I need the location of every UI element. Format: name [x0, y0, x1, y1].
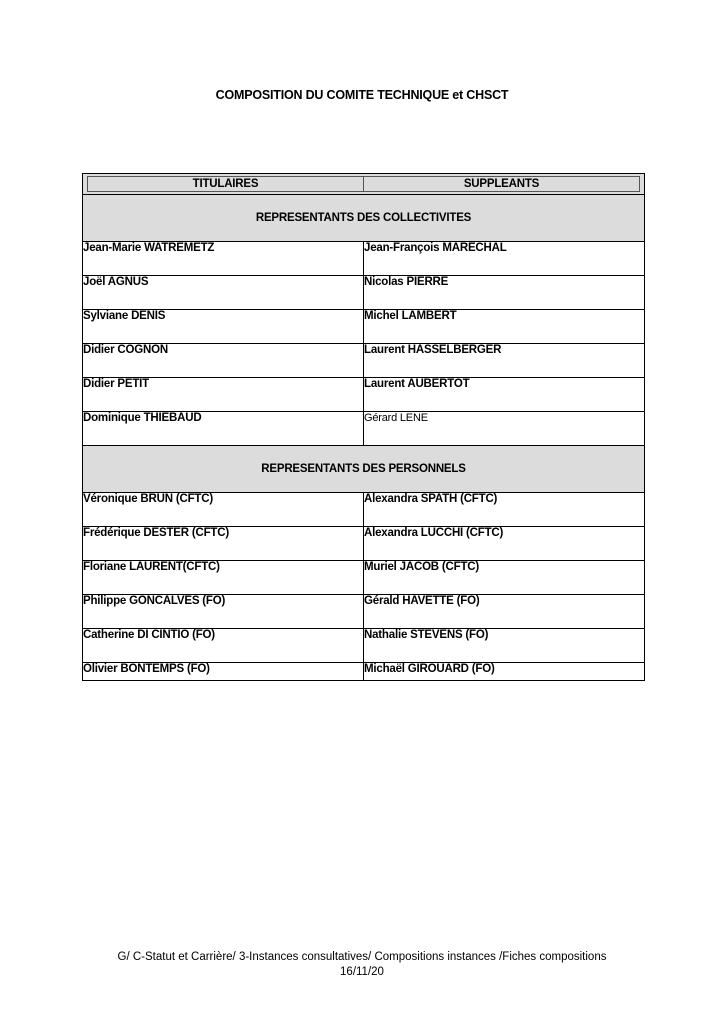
section-row-collectivites	[83, 195, 645, 242]
section-row-personnels	[83, 446, 645, 493]
table-row	[83, 412, 645, 446]
header-titulaires: TITULAIRES	[88, 177, 364, 191]
suppleant-cell: Nathalie STEVENS (FO)	[364, 629, 645, 663]
section-label-collectivites: REPRESENTANTS DES COLLECTIVITES	[83, 195, 645, 242]
table-row	[83, 493, 645, 527]
suppleant-cell: Laurent AUBERTOT	[364, 378, 645, 412]
suppleant-cell: Laurent HASSELBERGER	[364, 344, 645, 378]
table-row	[83, 378, 645, 412]
suppleant-cell: Jean-François MARECHAL	[364, 242, 645, 276]
titulaire-cell: Frédérique DESTER (CFTC)	[83, 527, 364, 561]
titulaire-cell: Didier PETIT	[83, 378, 364, 412]
titulaire-cell: Floriane LAURENT(CFTC)	[83, 561, 364, 595]
suppleant-cell: Michaël GIROUARD (FO)	[364, 663, 645, 681]
page-title: COMPOSITION DU COMITE TECHNIQUE et CHSCT	[215, 88, 509, 102]
table-row	[83, 629, 645, 663]
titulaire-cell: Jean-Marie WATREMETZ	[83, 242, 364, 276]
table-header-row	[83, 174, 645, 195]
suppleant-cell: Nicolas PIERRE	[364, 276, 645, 310]
composition-table	[82, 173, 645, 681]
titulaire-cell: Didier COGNON	[83, 344, 364, 378]
table-header-cell	[83, 174, 645, 195]
titulaire-cell: Véronique BRUN (CFTC)	[83, 493, 364, 527]
header-suppleants: SUPPLEANTS	[463, 178, 540, 190]
table-row	[83, 663, 645, 681]
table-row	[83, 276, 645, 310]
titulaire-cell: Dominique THIEBAUD	[83, 412, 364, 446]
suppleant-cell: Gérald HAVETTE (FO)	[364, 595, 645, 629]
footer-date: 16/11/20	[340, 966, 384, 978]
suppleant-cell: Alexandra LUCCHI (CFTC)	[364, 527, 645, 561]
table-row	[83, 527, 645, 561]
titulaire-cell: Philippe GONCALVES (FO)	[83, 595, 364, 629]
table-row	[83, 310, 645, 344]
titulaire-cell: Joël AGNUS	[83, 276, 364, 310]
section-label-personnels: REPRESENTANTS DES PERSONNELS	[83, 446, 645, 493]
footer-path: G/ C-Statut et Carrière/ 3-Instances consultatives/ Compositions instances /Fiches compositions	[117, 951, 607, 963]
suppleant-cell: Gérard LENE	[364, 412, 645, 446]
table-row	[83, 595, 645, 629]
footer	[0, 950, 724, 980]
suppleant-cell: Michel LAMBERT	[364, 310, 645, 344]
suppleant-cell: Alexandra SPATH (CFTC)	[364, 493, 645, 527]
titulaire-cell: Catherine DI CINTIO (FO)	[83, 629, 364, 663]
table-row	[83, 344, 645, 378]
table-row	[83, 242, 645, 276]
suppleant-cell: Muriel JACOB (CFTC)	[364, 561, 645, 595]
titulaire-cell: Olivier BONTEMPS (FO)	[83, 663, 364, 681]
table-row	[83, 561, 645, 595]
titulaire-cell: Sylviane DENIS	[83, 310, 364, 344]
